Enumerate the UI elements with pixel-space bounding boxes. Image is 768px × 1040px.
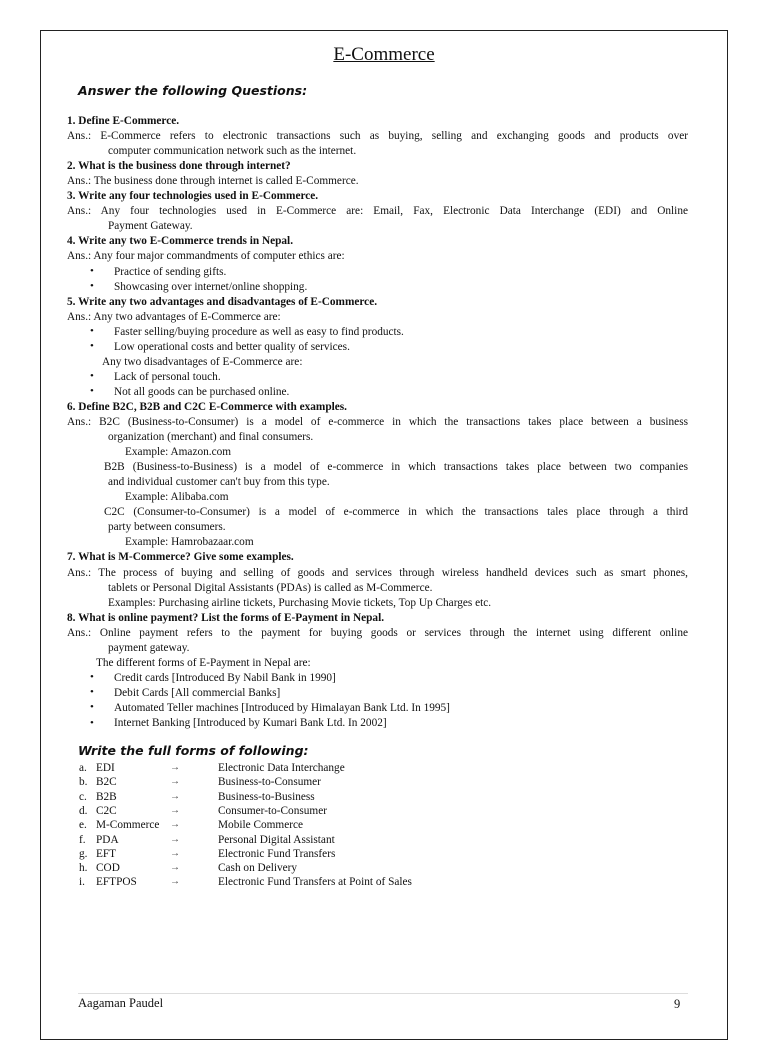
question-line: 7. What is M-Commerce? Give some examples. [67,551,294,564]
answer-line: party between consumers. [108,521,226,534]
page-title: E-Commerce [333,44,435,65]
abbreviation: EFTPOS [96,876,137,889]
bullet-line: Faster selling/buying procedure as well as easy to find products. [114,325,404,338]
bullet-line: Internet Banking [Introduced by Kumari Bank Ltd. In 2002] [114,717,387,729]
answer-line: Any two disadvantages of E-Commerce are: [102,355,303,368]
question-line: 1. Define E-Commerce. [67,115,180,127]
full-form: Business-to-Business [218,790,315,803]
bullet-icon: • [90,716,94,729]
bullet-line: Debit Cards [All commercial Banks] [114,686,281,699]
abbreviation: C2C [96,804,117,817]
footer-divider [78,993,688,994]
bullet-line: Low operational costs and better quality of services. [114,340,350,353]
full-form: Cash on Delivery [218,862,298,875]
bullet-icon: • [90,370,94,383]
bullet-line: Practice of sending gifts. [114,265,227,278]
answer-line: organization (merchant) and final consumers. [108,431,314,444]
bullet-icon: • [90,671,94,684]
arrow-icon: → [170,762,180,773]
answer-line: Ans.: B2C (Business-to-Consumer) is a model of e-commerce in which the transactions takes place between a business [67,416,688,428]
abbreviation: EDI [96,762,115,774]
bullet-icon: • [90,340,94,353]
bullet-line: Not all goods can be purchased online. [114,385,290,398]
answer-line: Example: Amazon.com [125,446,232,459]
answer-line: Ans.: Any four major commandments of computer ethics are: [67,250,345,263]
page-number: 9 [674,997,681,1011]
bullet-line: Lack of personal touch. [114,370,221,383]
answer-line: Payment Gateway. [108,220,193,233]
question-line: 8. What is online payment? List the forms of E-Payment in Nepal. [67,611,385,624]
answer-line: Ans.: The process of buying and selling of goods and services through wireless handheld devices such as smart phones, [67,566,688,579]
bullet-icon: • [90,385,94,398]
abbreviation: M-Commerce [96,819,160,832]
arrow-icon: → [170,833,180,845]
answer-line: Ans.: E-Commerce refers to electronic transactions such as buying, selling and exchanging goods and products over [67,130,688,143]
bullet-icon: • [90,686,94,699]
full-form: Electronic Data Interchange [218,762,345,774]
bullet-icon: • [90,280,94,293]
answer-line: Example: Alibaba.com [125,491,229,504]
item-letter: f. [79,833,86,846]
answer-line: B2B (Business-to-Business) is a model of e-commerce in which transactions takes place between two companies [104,461,688,474]
answer-line: computer communication network such as the internet. [108,145,357,158]
item-letter: c. [79,790,87,803]
answer-line: Ans.: Any two advantages of E-Commerce are: [67,310,281,323]
abbreviation: PDA [96,833,119,846]
bullet-line: Showcasing over internet/online shopping. [114,280,308,293]
questions-heading: Answer the following Questions: [78,83,308,98]
question-line: 4. Write any two E-Commerce trends in Nepal. [67,235,294,248]
full-form: Consumer-to-Consumer [218,804,327,817]
answer-line: payment gateway. [108,641,190,654]
bullet-line: Automated Teller machines [Introduced by Himalayan Bank Ltd. In 1995] [114,701,450,714]
answer-line: and individual customer can't buy from this type. [108,476,330,489]
abbreviation: EFT [96,847,117,860]
item-letter: a. [79,762,87,774]
answer-line: The different forms of E-Payment in Nepal are: [96,656,311,669]
arrow-icon: → [170,862,180,874]
answer-line: Ans.: Any four technologies used in E-Commerce are: Email, Fax, Electronic Data Interchange (EDI) and Online [67,205,688,218]
answer-line: tablets or Personal Digital Assistants (PDAs) is called as M-Commerce. [108,581,433,594]
question-line: 3. Write any four technologies used in E-Commerce. [67,190,319,203]
arrow-icon: → [170,790,180,802]
bullet-line: Credit cards [Introduced By Nabil Bank in 1990] [114,671,336,684]
bullet-icon: • [90,701,94,714]
abbreviation: B2B [96,790,117,803]
full-form: Personal Digital Assistant [218,833,335,846]
item-letter: b. [79,776,88,789]
bullet-icon: • [90,265,94,277]
abbreviation: COD [96,862,120,875]
item-letter: e. [79,819,87,832]
arrow-icon: → [170,876,180,888]
answer-line: Example: Hamrobazaar.com [125,536,254,549]
abbreviation: B2C [96,776,117,789]
question-line: 5. Write any two advantages and disadvantages of E-Commerce. [67,295,378,308]
question-line: 6. Define B2C, B2B and C2C E-Commerce with examples. [67,400,347,413]
answer-line: C2C (Consumer-to-Consumer) is a model of e-commerce in which the transactions tales place through a third [104,506,688,519]
answer-line: Ans.: Online payment refers to the payment for buying goods or services through the internet using different online [67,626,688,639]
item-letter: i. [79,876,85,889]
bullet-icon: • [90,325,94,338]
answer-line: Examples: Purchasing airline tickets, Purchasing Movie tickets, Top Up Charges etc. [108,596,492,609]
fullforms-heading: Write the full forms of following: [78,743,309,758]
item-letter: h. [79,862,88,875]
footer-author: Aagaman Paudel [78,996,164,1010]
item-letter: g. [79,847,88,860]
full-form: Electronic Fund Transfers at Point of Sales [218,876,412,889]
full-form: Electronic Fund Transfers [218,847,336,860]
arrow-icon: → [170,776,180,788]
question-line: 2. What is the business done through internet? [67,160,291,173]
arrow-icon: → [170,804,180,816]
full-form: Mobile Commerce [218,819,304,832]
arrow-icon: → [170,847,180,859]
arrow-icon: → [170,819,180,831]
answer-line: Ans.: The business done through internet is called E-Commerce. [67,175,359,188]
full-form: Business-to-Consumer [218,776,321,789]
item-letter: d. [79,804,88,817]
